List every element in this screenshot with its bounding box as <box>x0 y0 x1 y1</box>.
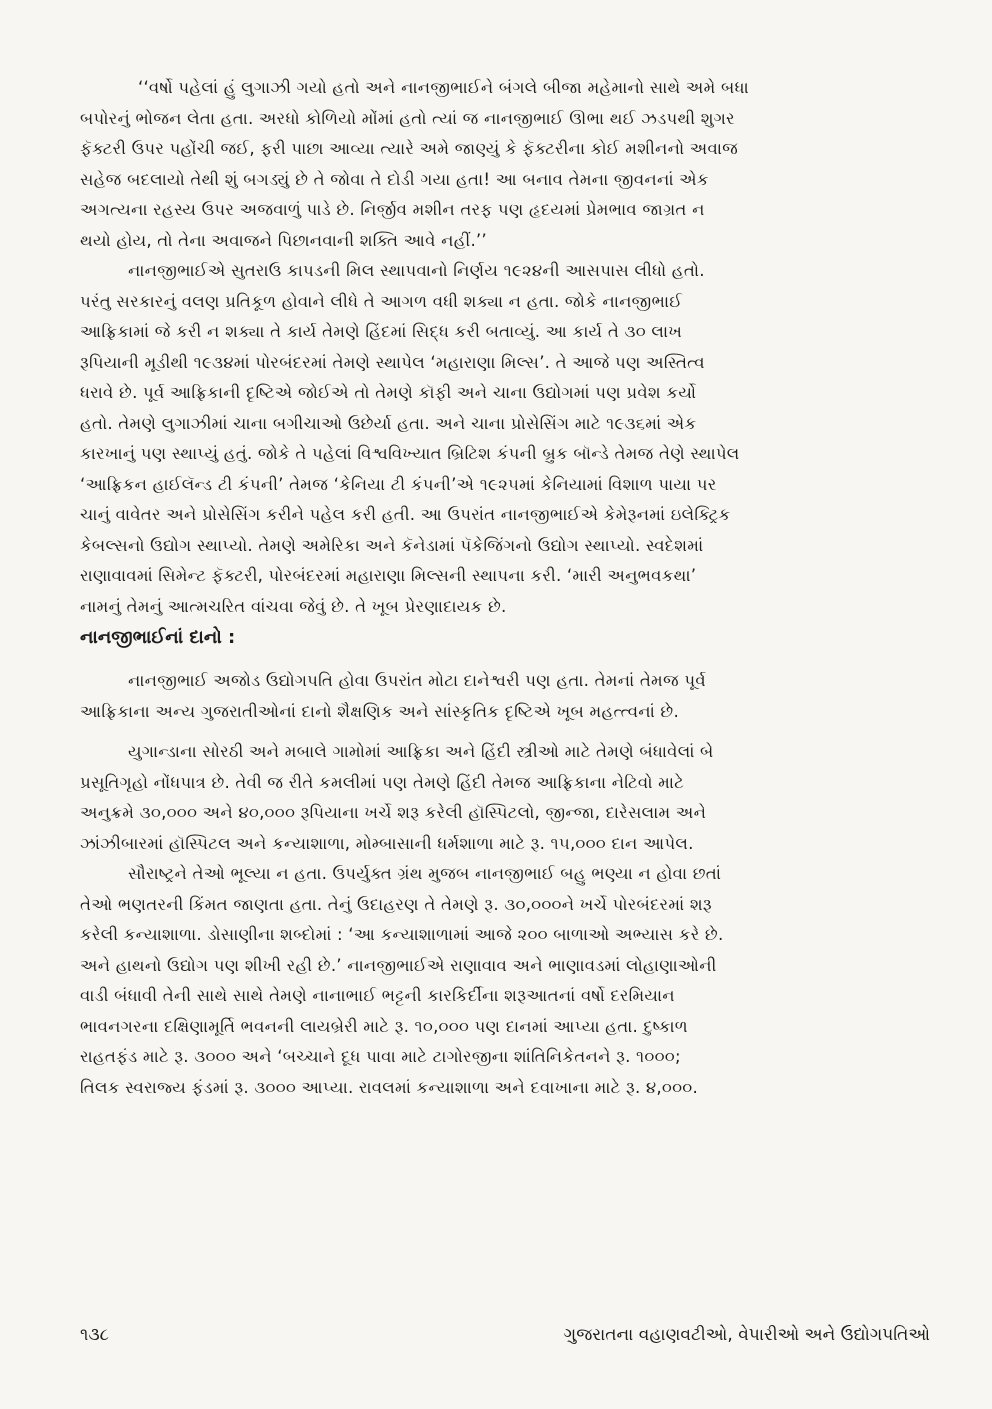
text-line: રાણાવાવમાં સિમેન્ટ ફૅક્ટરી, પોરબંદરમાં મહારાણા મિલ્સની સ્થાપના કરી. ‘મારી અનુભવકથા’ <box>80 565 697 585</box>
text-line: નામનું તેમનું આત્મચરિત વાંચવા જેવું છે. તે ખૂબ પ્રેરણાદાયક છે. <box>80 595 507 616</box>
text-line: વાડી બંધાવી તેની સાથે સાથે તેમણે નાનાભાઈ ભટ્ટની કારકિર્દીના શરૂઆતનાં વર્ષો દરમિયાન <box>80 985 675 1005</box>
text-line: કરેલી કન્યાશાળા. ડોસાણીના શબ્દોમાં : ‘આ કન્યાશાળામાં આજે ૨૦૦ બાળાઓ અભ્યાસ કરે છે. <box>80 924 724 944</box>
spacer <box>80 655 930 665</box>
text-line: થયો હોય, તો તેના અવાજને પિછાનવાની શક્તિ આવે નહીં.’’ <box>80 229 487 250</box>
text-line: કેબલ્સનો ઉદ્યોગ સ્થાપ્યો. તેમણે અમેરિકા અને કૅનેડામાં પૅકેજિંગનો ઉદ્યોગ સ્થાપ્યો. સ્વદેશમાં <box>80 534 704 555</box>
text-line: અગત્યના રહસ્ય ઉપર અજવાળું પાડે છે. નિર્જીવ મશીન તરફ પણ હૃદયમાં પ્રેમભાવ જાગ્રત ન <box>80 199 705 219</box>
hospital-paragraph <box>80 736 930 858</box>
donation-intro-paragraph <box>80 665 930 726</box>
text-line: હતો. તેમણે લુગાઝીમાં ચાના બગીચાઓ ઉછેર્યા હતા. અને ચાના પ્રોસેસિંગ માટે ૧૯૩૬માં એક <box>80 412 697 433</box>
text-line: રાહતફંડ માટે રૂ. ૩૦૦૦ અને ‘બચ્ચાને દૂધ પાવા માટે ટાગોરજીના શાંતિનિકેતનને રૂ. ૧૦૦૦; <box>80 1046 681 1066</box>
text-line: સહેજ બદલાયો તેથી શું બગડ્યું છે તે જોવા તે દોડી ગયા હતા! આ બનાવ તેમના જીવનનાં એક <box>80 168 709 189</box>
text-line: ચાનું વાવેતર અને પ્રોસેસિંગ કરીને પહેલ કરી હતી. આ ઉપરાંત નાનજીભાઈએ કેમેરૂનમાં ઇલેક્ટ્રિક <box>80 504 731 524</box>
page-number: ૧૩૮ <box>80 1325 110 1345</box>
text-line: ભાવનગરના દક્ષિણામૂર્તિ ભવનની લાયબ્રેરી માટે રૂ. ૧૦,૦૦૦ પણ દાનમાં આપ્યા હતા. દુષ્કાળ <box>80 1015 688 1036</box>
quote-paragraph <box>80 72 930 255</box>
text-line: કારખાનું પણ સ્થાપ્યું હતું. જોકે તે પહેલાં વિશ્વવિખ્યાત બ્રિટિશ કંપની બ્રુક બૉન્ડે તેમજ તેણે સ્થાપેલ <box>80 443 740 463</box>
page-content <box>80 72 930 1102</box>
text-line: ઝાંઝીબારમાં હૉસ્પિટલ અને કન્યાશાળા, મોમ્બાસાની ધર્મશાળા માટે રૂ. ૧૫,૦૦૦ દાન આપેલ. <box>80 832 694 853</box>
section-heading: નાનજીભાઈનાં દાનો : <box>80 627 236 648</box>
text-line: ‘‘વર્ષો પહેલાં હું લુગાઝી ગયો હતો અને નાનજીભાઈને બંગલે બીજા મહેમાનો સાથે અમે બધા <box>138 77 749 97</box>
text-line: પ્રસૂતિગૃહો નોંધપાત્ર છે. તેવી જ રીતે કમલીમાં પણ તેમણે હિંદી તેમજ આફ્રિકાના નેટિવો માટે <box>80 771 684 792</box>
text-line: રૂપિયાની મૂડીથી ૧૯૩૪માં પોરબંદરમાં તેમણે સ્થાપેલ ‘મહારાણા મિલ્સ’. તે આજે પણ અસ્તિત્વ <box>80 351 705 372</box>
text-line: પરંતુ સરકારનું વલણ પ્રતિકૂળ હોવાને લીધે તે આગળ વધી શક્યા ન હતા. જોકે નાનજીભાઈ <box>80 290 683 311</box>
text-line: અનુક્રમે ૩૦,૦૦૦ અને ૪૦,૦૦૦ રૂપિયાના ખર્ચે શરૂ કરેલી હૉસ્પિટલો, જીન્જા, દારેસલામ અને <box>80 802 707 822</box>
page-footer <box>80 1318 930 1352</box>
text-line: તેઓ ભણતરની કિંમત જાણતા હતા. તેનું ઉદાહરણ તે તેમણે રૂ. ૩૦,૦૦૦ને ખર્ચે પોરબંદરમાં શરૂ <box>80 893 712 914</box>
text-line: નાનજીભાઈ અજોડ ઉદ્યોગપતિ હોવા ઉપરાંત મોટા દાનેશ્વરી પણ હતા. તેમનાં તેમજ પૂર્વ <box>128 670 706 690</box>
spacer <box>80 726 930 736</box>
text-line: ધરાવે છે. પૂર્વ આફ્રિકાની દૃષ્ટિએ જોઈએ તો તેમણે કૉફી અને ચાના ઉદ્યોગમાં પણ પ્રવેશ કર્યો <box>80 382 697 402</box>
text-line: યુગાન્ડાના સોરઠી અને મબાલે ગામોમાં આફ્રિકા અને હિંદી સ્ત્રીઓ માટે તેમણે બંધાવેલાં બે <box>128 741 714 761</box>
business-paragraph <box>80 255 930 621</box>
text-line: આફ્રિકાના અન્ય ગુજરાતીઓનાં દાનો શૈક્ષણિક અને સાંસ્કૃતિક દૃષ્ટિએ ખૂબ મહત્ત્વનાં છે. <box>80 700 679 721</box>
saurashtra-paragraph <box>80 858 930 1102</box>
text-line: નાનજીભાઈએ સુતરાઉ કાપડની મિલ સ્થાપવાનો નિર્ણય ૧૯૨૪ની આસપાસ લીધો હતો. <box>128 260 705 280</box>
text-line: ‘આફ્રિકન હાઈલૅન્ડ ટી કંપની’ તેમજ ‘કેનિયા ટી કંપની’એ ૧૯૨૫માં કેનિયામાં વિશાળ પાયા પર <box>80 473 717 494</box>
text-line: ફૅક્ટરી ઉપર પહોંચી જઈ, ફરી પાછા આવ્યા ત્યારે અમે જાણ્યું કે ફૅક્ટરીના કોઈ મશીનનો અવાજ <box>80 138 739 158</box>
text-line: બપોરનું ભોજન લેતા હતા. અરધો કોળિયો મોંમાં હતો ત્યાં જ નાનજીભાઈ ઊભા થઈ ઝડપથી શુગર <box>80 107 735 128</box>
text-line: સૌરાષ્ટ્રને તેઓ ભૂલ્યા ન હતા. ઉપર્યુક્ત ગ્રંથ મુજબ નાનજીભાઈ બહુ ભણ્યા ન હોવા છતાં <box>128 863 722 883</box>
running-book-title: ગુજરાતના વહાણવટીઓ, વેપારીઓ અને ઉદ્યોગપતિઓ <box>563 1325 930 1345</box>
text-line: તિલક સ્વરાજ્ય ફંડમાં રૂ. ૩૦૦૦ આપ્યા. રાવલમાં કન્યાશાળા અને દવાખાના માટે રૂ. ૪,૦૦૦. <box>80 1076 698 1097</box>
text-line: આફ્રિકામાં જે કરી ન શક્યા તે કાર્ય તેમણે હિંદમાં સિદ્ધ કરી બતાવ્યું. આ કાર્ય તે ૩૦ લાખ <box>80 321 683 341</box>
text-line: અને હાથનો ઉદ્યોગ પણ શીખી રહી છે.’ નાનજીભાઈએ રાણાવાવ અને ભાણાવડમાં લોહાણાઓની <box>80 954 717 975</box>
